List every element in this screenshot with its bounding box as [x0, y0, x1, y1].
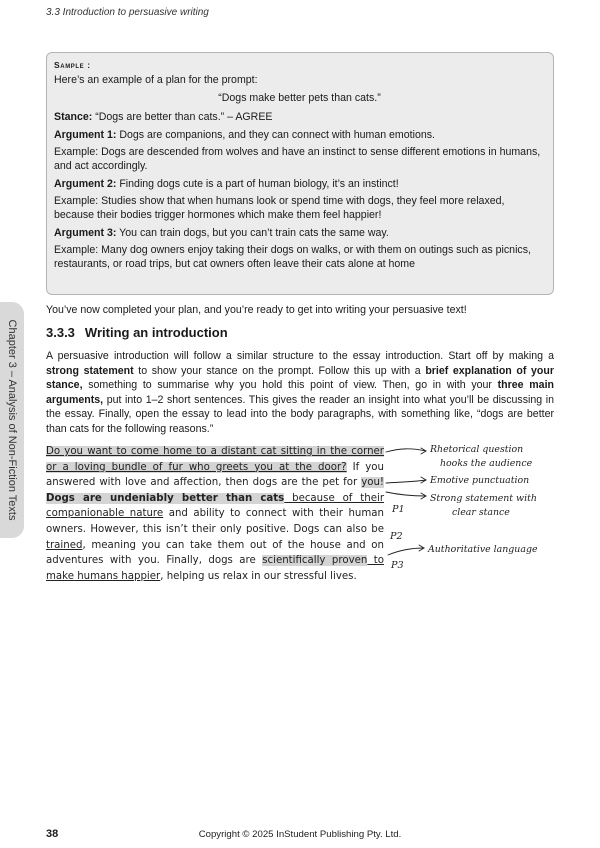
point-1-underline: because of their companionable nature [46, 492, 385, 520]
example-text: , meaning you can take them out of the house and on adventures with you. Finally, dogs are [46, 539, 384, 567]
intro-paragraph [46, 349, 554, 437]
annotation-authoritative-language: Authoritative language [428, 544, 538, 555]
sample-prompt: “Dogs make better pets than cats.” [218, 92, 381, 104]
annotation-rhetorical-question: Rhetorical question [430, 444, 524, 455]
example-1: Example: Dogs are descended from wolves and have an instinct to sense different emotions in humans, and act accordingly. [54, 146, 541, 172]
argument-2 [54, 177, 545, 191]
point-2-underline: trained [46, 539, 83, 551]
section-title: Writing an introduction [84, 325, 228, 340]
intro-text: something to summarise why you hold this point of view. Then, go in with your [82, 379, 498, 392]
stance-label: Stance: [54, 111, 93, 123]
after-sample-text: You’ve now completed your plan, and you’re ready to get into writing your persuasive text! [46, 304, 467, 316]
argument-3-text: You can train dogs, but you can’t train cats the same way. [116, 226, 389, 239]
chapter-side-tab-label: Chapter 3 – Analysis of Non-Fiction Texts [6, 319, 18, 521]
argument-3 [54, 226, 545, 240]
annotation-hooks-audience: hooks the audience [440, 458, 533, 469]
marker-p2: P2 [390, 531, 403, 542]
intro-bold-arguments: three main arguments, [46, 379, 554, 406]
page-number: 38 [46, 828, 59, 840]
example-2: Example: Studies show that when humans look or spend time with dogs, they feel more relaxed, because their bodies trigger hormones which make them feel happier! [54, 195, 505, 221]
argument-1 [54, 128, 545, 142]
section-heading [46, 325, 228, 340]
emotive-punctuation-highlight: you! [361, 477, 384, 489]
argument-1-text: Dogs are companions, and they can connect with human emotions. [116, 128, 435, 141]
example-introduction [46, 444, 384, 584]
argument-2-text: Finding dogs cute is a part of human biology, it’s an instinct! [116, 177, 399, 190]
marker-p3: P3 [391, 560, 404, 571]
running-head: 3.3 Introduction to persuasive writing [46, 7, 209, 18]
intro-text: to show your stance on the prompt. Follow this up with a [133, 364, 426, 377]
argument-2-label: Argument 2: [54, 177, 117, 190]
sample-heading: Sample : [54, 60, 91, 70]
argument-1-label: Argument 1: [54, 128, 117, 141]
strong-statement-highlight: Dogs are undeniably better than cats [46, 492, 285, 504]
point-3-underline: to make humans happier [46, 555, 384, 582]
annotation-emotive-punctuation: Emotive punctuation [430, 475, 530, 486]
intro-text: A persuasive introduction will follow a similar structure to the essay introduction. Start off by making a [46, 350, 554, 362]
sample-intro: Here’s an example of a plan for the prompt: [54, 74, 258, 86]
authoritative-language-highlight: scientifically proven [262, 555, 368, 567]
section-number: 3.3.3 [46, 325, 75, 340]
example-text: If you answered with love and affection, then dogs are the pet for [46, 461, 384, 489]
intro-bold-explanation: brief explanation of your stance, [46, 364, 554, 392]
intro-text: put into 1–2 short sentences. This gives the reader an insight into what you’ll be discussing in the essay. Finally, open the essay to lead into the body paragraphs, with something like, “dogs are better than cats for the following reasons.” [46, 393, 554, 435]
annotation-strong-statement: Strong statement with [430, 493, 537, 504]
argument-3-label: Argument 3: [54, 226, 117, 239]
example-3: Example: Many dog owners enjoy taking their dogs on walks, or with them on outings such as picnics, restaurants, or road trips, but cat owners often leave their cats alone at home [54, 244, 531, 270]
sample-box [46, 52, 554, 295]
stance-text: “Dogs are better than cats.” – AGREE [92, 111, 273, 123]
example-text: , helping us relax in our stressful lives. [160, 570, 357, 582]
marker-p1: P1 [392, 504, 405, 515]
stance-line [54, 110, 545, 124]
copyright-notice: Copyright © 2025 InStudent Publishing Pty. Ltd. [198, 829, 402, 840]
annotation-clear-stance: clear stance [452, 507, 510, 518]
rhetorical-question-highlight: Do you want to come home to a distant cat sitting in the corner or a loving bundle of fur who greets you at the door? [46, 446, 384, 473]
intro-bold-strong-statement: strong statement [46, 364, 134, 377]
example-text: and ability to connect with their human owners. However, this isn’t their only positive. Dogs can also be [46, 508, 384, 535]
